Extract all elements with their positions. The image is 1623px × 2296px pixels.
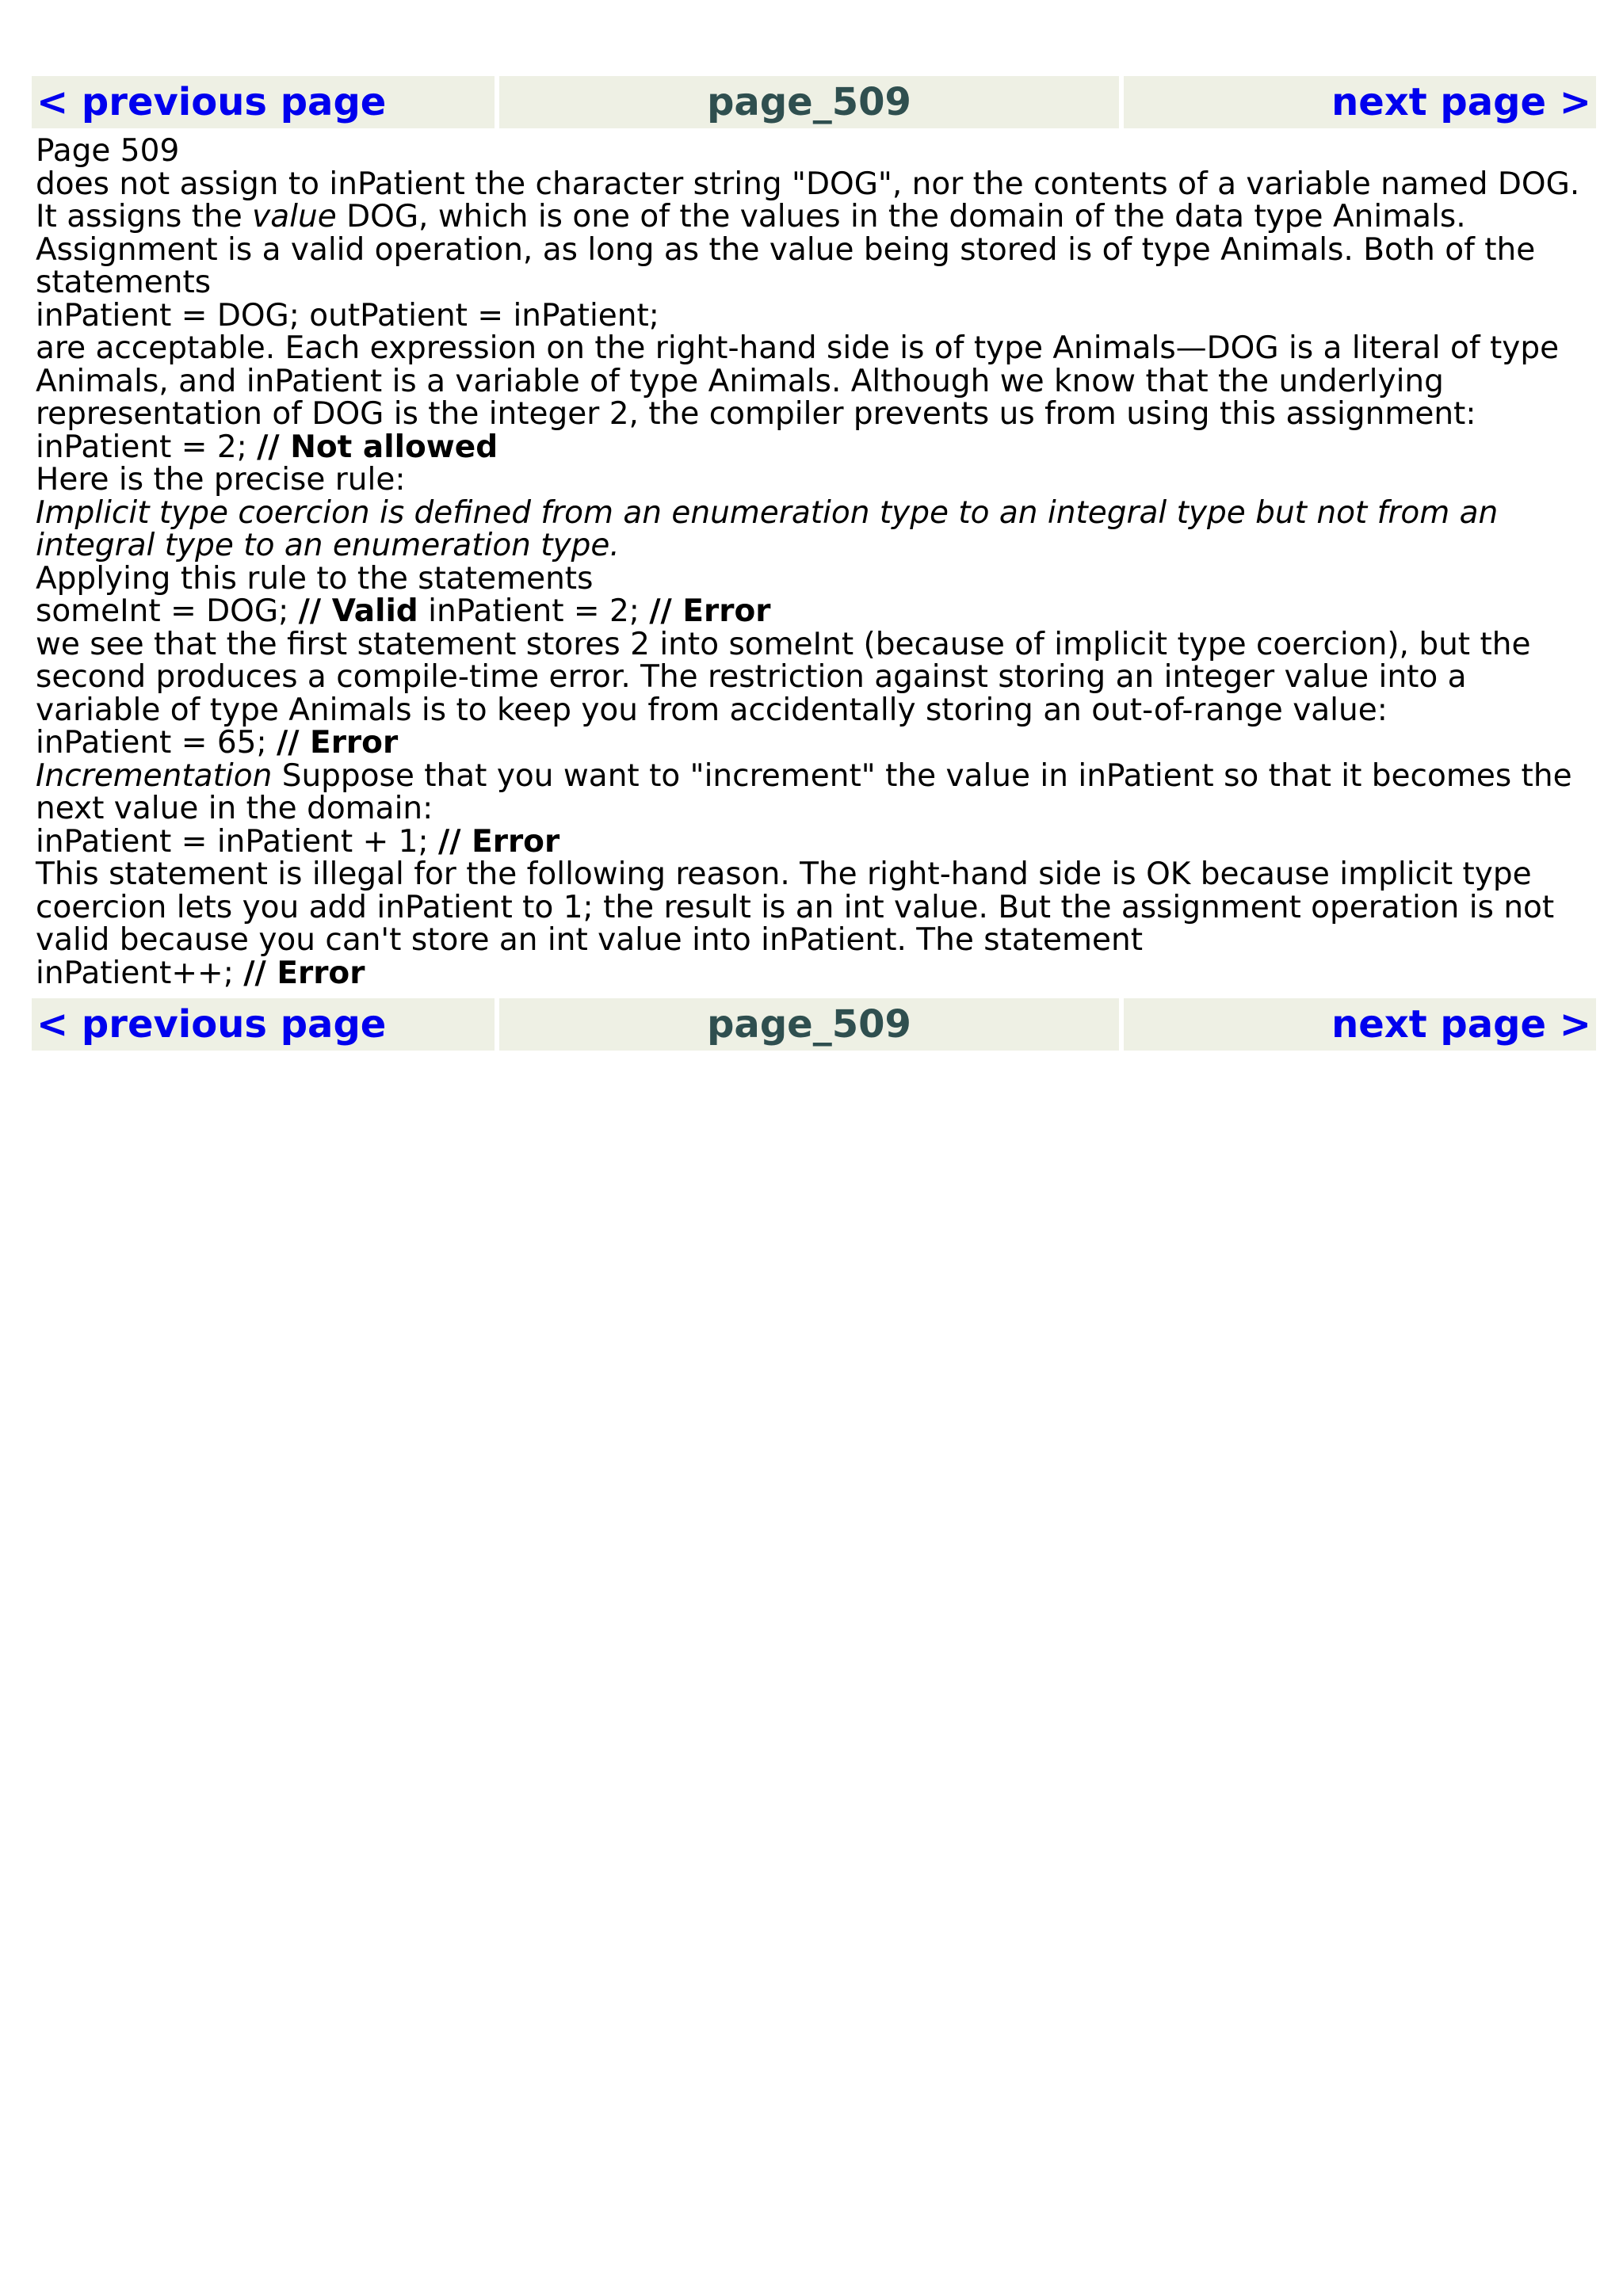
paragraph-4: Here is the precise rule:: [36, 462, 406, 498]
paragraph-7-emphasis: Incrementation: [36, 757, 273, 794]
next-page-link[interactable]: next page >: [1124, 76, 1596, 128]
paragraph-2: Assignment is a valid operation, as long as the value being stored is of type Animals. Both of the statements: [36, 231, 1536, 300]
code-line-6: [36, 957, 1589, 990]
code-line-6-code: inPatient++;: [36, 955, 244, 991]
code-line-2: [36, 431, 1589, 464]
code-line-5: [36, 823, 1589, 860]
code-line-4: [36, 727, 1589, 760]
paragraph-3: are acceptable. Each expression on the right-hand side is of type Animals—DOG is a literal of type Animals, and inPatient is a variable of type Animals. Although we know that the underlying representation of DOG is the integer 2, the compiler prevents us from using this assignment:: [36, 330, 1560, 432]
bottom-navigation-bar: [32, 998, 1596, 1051]
paragraph-6: we see that the first statement stores 2 into someInt (because of implicit type coercion), but the second produces a compile-time error. The restriction against storing an integer value into a variable of type Animals is to keep you from accidentally storing an out-of-range value:: [36, 626, 1531, 728]
previous-page-link[interactable]: < previous page: [32, 76, 495, 128]
paragraph-1: [36, 168, 1589, 234]
code-line-3-code-a: someInt = DOG;: [36, 593, 299, 629]
page-label: page_509: [499, 998, 1119, 1051]
code-line-5-code: inPatient = inPatient + 1;: [36, 823, 438, 860]
paragraph-8: This statement is illegal for the following reason. The right-hand side is OK because implicit type coercion lets you add inPatient to 1; the result is an int value. But the assignment operation is not valid because you can't store an int value into inPatient. The statement: [36, 856, 1555, 958]
page-content: [36, 135, 1589, 990]
code-line-3-comment-1: // Valid: [298, 593, 418, 629]
previous-page-link[interactable]: < previous page: [32, 998, 495, 1051]
code-line-1: inPatient = DOG; outPatient = inPatient;: [36, 297, 659, 334]
code-line-2-code: inPatient = 2;: [36, 429, 258, 465]
code-line-3-comment-2: // Error: [649, 593, 771, 629]
code-line-2-comment: // Not allowed: [257, 429, 498, 465]
paragraph-1-text-a: does not assign to inPatient the character string "DOG", nor the contents of a variable named DOG. It assigns the: [36, 166, 1580, 235]
code-line-4-comment: // Error: [276, 725, 399, 761]
code-line-4-code: inPatient = 65;: [36, 725, 277, 761]
code-line-6-comment: // Error: [243, 955, 365, 991]
paragraph-5: Applying this rule to the statements: [36, 560, 594, 597]
paragraph-7: [36, 757, 1589, 826]
code-line-5-comment: // Error: [438, 823, 560, 860]
paragraph-1-text-b: DOG, which is one of the values in the domain of the data type Animals.: [336, 199, 1466, 235]
top-navigation-bar: [32, 76, 1596, 128]
code-line-3: [36, 595, 1589, 628]
next-page-link[interactable]: next page >: [1124, 998, 1596, 1051]
page-label: page_509: [499, 76, 1119, 128]
rule-text: Implicit type coercion is defined from an enumeration type to an integral type but not from an integral type to an enumeration type.: [36, 494, 1499, 563]
page-heading: Page 509: [36, 133, 180, 169]
paragraph-7-text: Suppose that you want to "increment" the value in inPatient so that it becomes the next value in the domain:: [36, 757, 1572, 826]
paragraph-1-emphasis: value: [252, 199, 337, 235]
code-line-3-code-b: inPatient = 2;: [418, 593, 650, 629]
rule-statement: [36, 494, 1589, 563]
